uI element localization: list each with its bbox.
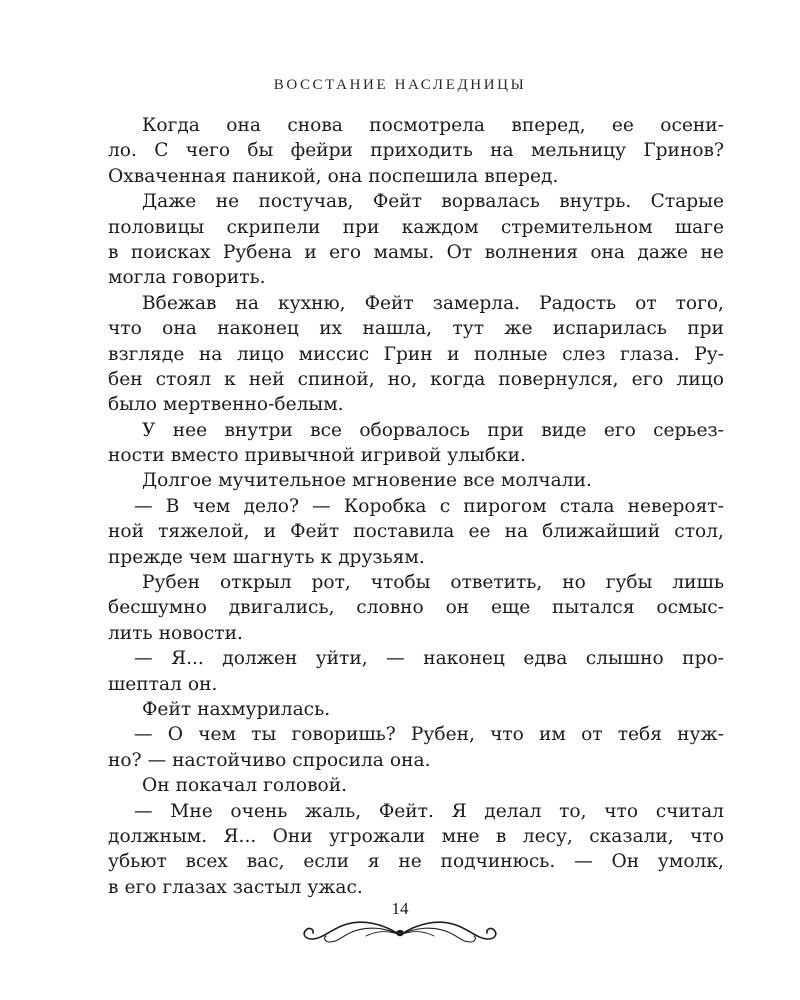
text-line: прежде чем шагнуть к друзьям. xyxy=(108,546,425,568)
text-line: должным. Я... Они угрожали мне в лесу, сказали, что xyxy=(108,825,724,847)
text-line: взгляде на лицо миссис Грин и полные слез глаза. Ру- xyxy=(108,343,724,365)
text-line: — Мне очень жаль, Фейт. Я делал то, что считал xyxy=(134,800,724,822)
page-number: 14 xyxy=(391,899,409,918)
flourish-ornament-icon xyxy=(300,913,500,947)
text-line: в его глазах застыл ужас. xyxy=(108,876,363,898)
text-line: половицы скрипели при каждом стремительном шаге xyxy=(108,216,724,238)
text-line: ло. С чего бы фейри приходить на мельницу Гринов? xyxy=(108,140,724,162)
text-line: бен стоял к ней спиной, но, когда повернулся, его лицо xyxy=(108,368,724,390)
text-line: У нее внутри все оборвалось при виде его серьез- xyxy=(142,419,724,441)
text-line: в поисках Рубена и его мамы. От волнения она даже не xyxy=(108,241,724,263)
page-footer xyxy=(0,899,800,955)
text-line: могла говорить. xyxy=(108,267,266,289)
text-line: что она наконец их нашла, тут же испарилась при xyxy=(108,318,724,340)
text-line: было мертвенно-белым. xyxy=(108,394,344,416)
text-line: убьют всех вас, если я не подчинюсь. — Он умолк, xyxy=(108,851,724,873)
text-line: Когда она снова посмотрела вперед, ее осени- xyxy=(142,115,724,136)
text-line: Охваченная паникой, она поспешила вперед. xyxy=(108,165,559,187)
text-line: бесшумно двигались, словно он еще пытался осмыс- xyxy=(108,597,724,619)
text-line: ности вместо привычной игривой улыбки. xyxy=(108,445,526,467)
text-line: лить новости. xyxy=(108,622,243,644)
text-line: Рубен открыл рот, чтобы ответить, но губы лишь xyxy=(142,572,724,594)
running-header: ВОССТАНИЕ НАСЛЕДНИЦЫ xyxy=(273,77,527,93)
text-line: но? — настойчиво спросила она. xyxy=(108,749,431,771)
text-line: Он покачал головой. xyxy=(142,775,348,797)
text-line: — Я... должен уйти, — наконец едва слышно про- xyxy=(134,648,724,670)
text-line: шептал он. xyxy=(108,673,218,695)
text-line: Фейт нахмурилась. xyxy=(142,698,331,720)
text-line: — О чем ты говоришь? Рубен, что им от тебя нуж- xyxy=(134,724,724,746)
text-line: Даже не постучав, Фейт ворвалась внутрь. Старые xyxy=(142,191,724,213)
text-line: ной тяжелой, и Фейт поставила ее на ближайший стол, xyxy=(108,521,724,543)
text-line: Долгое мучительное мгновение все молчали. xyxy=(142,470,592,492)
body-text xyxy=(108,113,724,900)
text-line: Вбежав на кухню, Фейт замерла. Радость от того, xyxy=(142,292,724,314)
text-line: — В чем дело? — Коробка с пирогом стала невероят- xyxy=(134,495,724,517)
